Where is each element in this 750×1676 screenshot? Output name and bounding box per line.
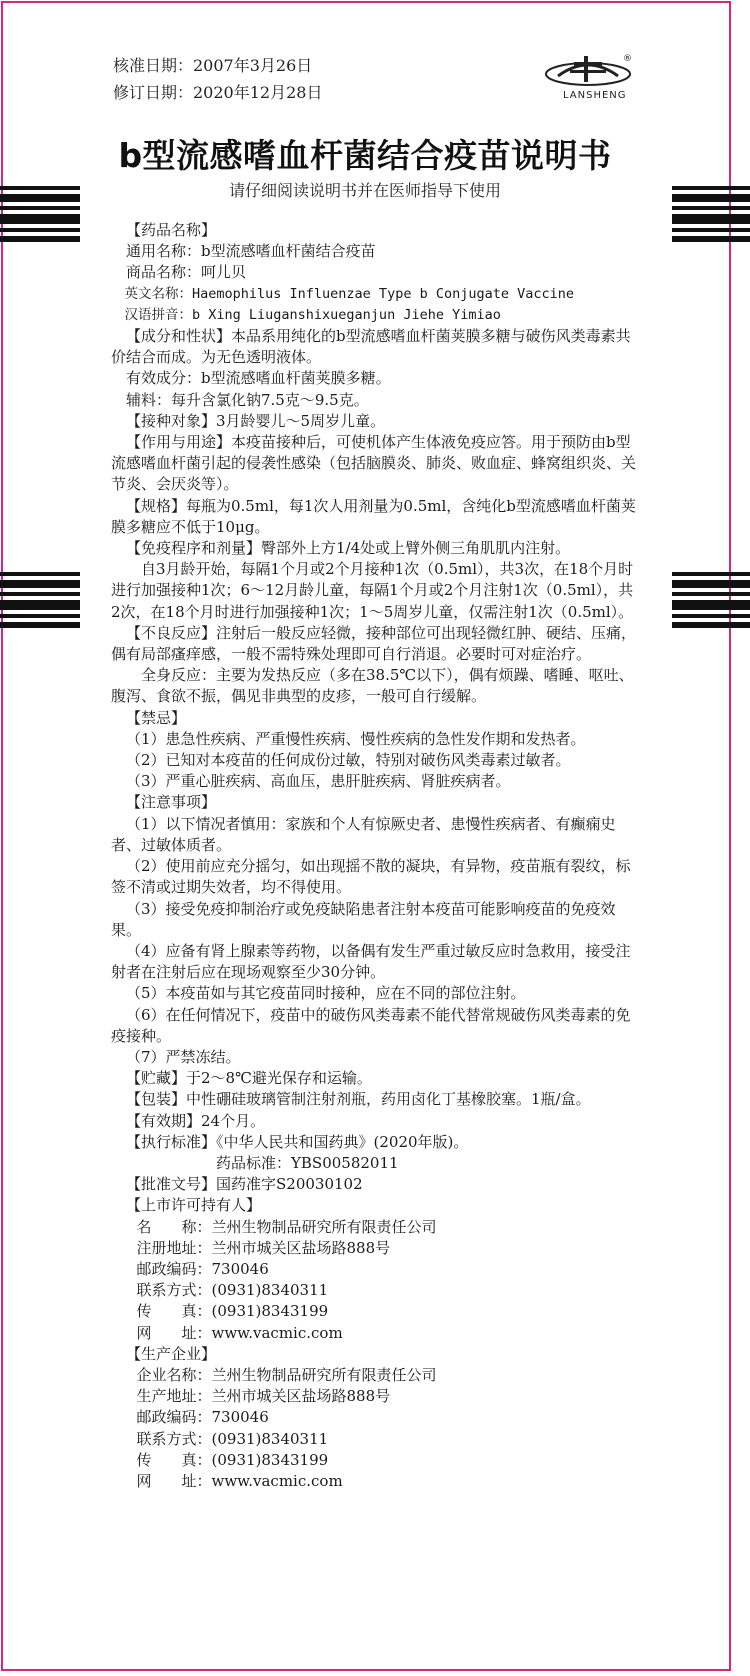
precautions-heading: 【注意事项】 [126,793,217,812]
barcode-mark-left-top [0,186,80,246]
validity: 【有效期】24个月。 [126,1111,266,1130]
instructions-body [111,220,641,1492]
manufacturer-line: 传 真：(0931)8343199 [136,1450,329,1469]
drug-standard-number: 药品标准：YBS00582011 [216,1153,399,1172]
holder-line: 网 址：www.vacmic.com [136,1323,343,1342]
holder-line: 联系方式：(0931)8340311 [136,1281,329,1300]
systemic-reactions: 全身反应：主要为发热反应（多在38.5℃以下），偶有烦躁、嗜睡、呕吐、腹泻、食欲不振，偶见非典型的皮疹，一般可自行缓解。 [111,666,634,706]
manufacturer-line: 网 址：www.vacmic.com [136,1471,343,1490]
adverse-reactions: 【不良反应】注射后一般反应轻微，接种部位可出现轻微红肿、硬结、压痛，偶有局部瘙痒感，一般不需特殊处理即可自行消退。必要时可对症治疗。 [111,623,637,664]
manufacturer-line: 生产地址：兰州市城关区盐场路888号 [136,1387,391,1406]
pinyin-name: 汉语拼音：b Xing Liuganshixueganjun Jiehe Yimiao [124,306,501,323]
approval-date: 核准日期：2007年3月26日 [113,56,313,75]
holder-heading: 【上市许可持有人】 [126,1196,262,1215]
target-population: 【接种对象】3月龄婴儿～5周岁儿童。 [126,411,386,430]
contraindication-item: （2）已知对本疫苗的任何成份过敏，特别对破伤风类毒素过敏者。 [126,751,571,770]
holder-line: 邮政编码：730046 [136,1259,269,1278]
approval-number: 【批准文号】国药准字S20030102 [126,1175,363,1194]
excipient: 辅料：每升含氯化钠7.5克～9.5克。 [126,390,369,409]
precaution-item: （5）本疫苗如与其它疫苗同时接种，应在不同的部位注射。 [126,984,526,1003]
drug-name-heading: 【药品名称】 [126,221,217,239]
contraindications-heading: 【禁忌】 [126,708,187,727]
page-title: b型流感嗜血杆菌结合疫苗说明书 [118,136,612,175]
precaution-item: （2）使用前应充分摇匀，如出现摇不散的凝块，有异物，疫苗瓶有裂纹，标签不清或过期失效者，均不得使用。 [111,857,631,897]
date-block [113,52,322,106]
barcode-mark-right-mid [672,572,750,632]
packaging: 【包装】中性硼硅玻璃管制注射剂瓶，药用卤化丁基橡胶塞。1瓶/盒。 [126,1090,591,1109]
holder-line: 注册地址：兰州市城关区盐场路888号 [136,1238,391,1257]
barcode-mark-left-mid [0,572,80,632]
page-subtitle: 请仔细阅读说明书并在医师指导下使用 [228,181,501,200]
manufacturer-heading: 【生产企业】 [126,1344,217,1363]
specification: 【规格】每瓶为0.5ml，每1次人用剂量为0.5ml，含纯化b型流感嗜血杆菌荚膜多糖应不低于10μg。 [111,496,636,536]
precaution-item: （4）应备有肾上腺素等药物，以备偶有发生严重过敏反应时急救用，接受注射者在注射后应在现场观察至少30分钟。 [111,941,631,982]
composition: 【成分和性状】本品系用纯化的b型流感嗜血杆菌荚膜多糖与破伤风类毒素共价结合而成。为无色透明液体。 [111,327,631,367]
manufacturer-line: 联系方式：(0931)8340311 [136,1429,329,1448]
trade-name: 商品名称：呵儿贝 [126,263,247,282]
precaution-item: （6）在任何情况下，疫苗中的破伤风类毒素不能代替常规破伤风类毒素的免疫接种。 [111,1005,631,1045]
precaution-item: （3）接受免疫抑制治疗或免疫缺陷患者注射本疫苗可能影响疫苗的免疫效果。 [111,899,616,939]
english-name: 英文名称：Haemophilus Influenzae Type b Conjugate Vaccine [124,285,575,302]
contraindication-item: （3）严重心脏疾病、高血压，患肝脏疾病、肾脏疾病者。 [126,772,511,791]
contraindication-item: （1）患急性疾病、严重慢性疾病、慢性疾病的急性发作期和发热者。 [126,729,586,748]
manufacturer-line: 邮政编码：730046 [136,1408,269,1427]
holder-line: 名 称：兰州生物制品研究所有限责任公司 [136,1217,437,1236]
storage: 【贮藏】于2～8℃避光保存和运输。 [126,1069,372,1088]
execution-standard: 【执行标准】《中华人民共和国药典》(2020年版)。 [126,1132,469,1151]
active-ingredient: 有效成分：b型流感嗜血杆菌荚膜多糖。 [126,369,391,388]
immunization-schedule: 【免疫程序和剂量】臀部外上方1/4处或上臂外侧三角肌肌内注射。 [126,539,571,558]
holder-line: 传 真：(0931)8343199 [136,1302,329,1321]
revision-date: 修订日期：2020年12月28日 [113,83,323,102]
schedule-detail: 自3月龄开始，每隔1个月或2个月接种1次（0.5ml），共3次，在18个月时进行加强接种1次；6～12月龄儿童，每隔1个月或2个月注射1次（0.5ml），共2次，在18个月时进行加强接种1次；1～5周岁儿童，仅需注射1次（0.5ml）。 [111,560,634,621]
generic-name: 通用名称：b型流感嗜血杆菌结合疫苗 [126,242,376,261]
action-and-use: 【作用与用途】本疫苗接种后，可使机体产生体液免疫应答。用于预防由b型流感嗜血杆菌引起的侵袭性感染（包括脑膜炎、肺炎、败血症、蜂窝组织炎、关节炎、会厌炎等）。 [111,433,637,494]
logo-text: LANSHENG [563,90,627,101]
barcode-mark-right-top [672,186,750,246]
precaution-item: （1）以下情况者慎用：家族和个人有惊厥史者、患慢性疾病者、有癫痫史者、过敏体质者。 [111,814,616,854]
manufacturer-line: 企业名称：兰州生物制品研究所有限责任公司 [136,1365,437,1384]
precaution-item: （7）严禁冻结。 [126,1047,241,1066]
registered-mark: ® [623,54,632,64]
